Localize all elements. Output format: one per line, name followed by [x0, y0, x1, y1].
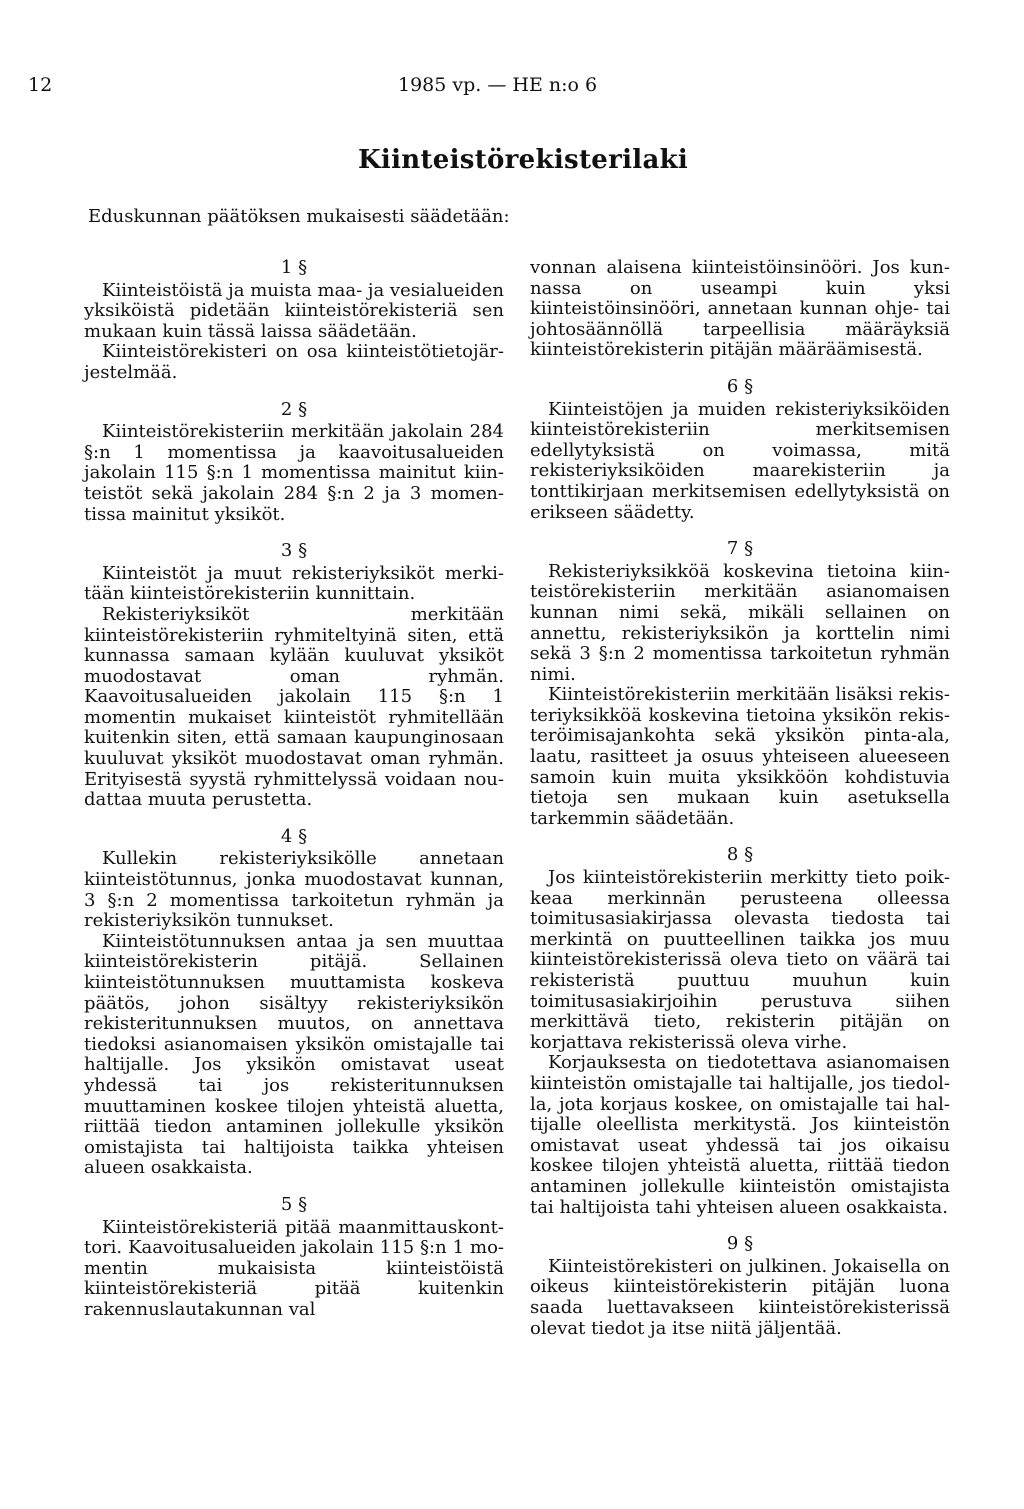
- section-heading-3: 3 §: [280, 540, 308, 562]
- section-4-paragraph-1: Kullekin rekisteriyksikölle annetaan kiinteistötunnus, jonka muodostavat kunnan, 3 §:n 2 momentissa tarkoitetun ryhmän ja rekisteriyksikön tunnukset.: [84, 848, 504, 932]
- section-heading-7: 7 §: [726, 538, 754, 560]
- section-heading-5: 5 §: [280, 1193, 308, 1215]
- running-head: 1985 vp. — HE n:o 6: [398, 74, 598, 96]
- document-title: Kiinteistörekisterilaki: [358, 145, 689, 175]
- section-4-paragraph-2: Kiinteistötunnuksen antaa ja sen muuttaa kiinteistörekisterin pitäjä. Sellainen kiinteistötunnuksen muuttamista koskeva päätös, johon sisältyy rekisteriyksikön rekisteritunnuksen muutos, on annettava tiedoksi asianomaisen yksikön omistajalle tai haltijalle. Jos yksikön omistavat useat yhdessä tai jos rekisteritunnuksen muuttaminen koskee tilojen yhteistä aluetta, riittää tiedon antaminen jollekulle yksikön omistajista tai haltijoista taikka yhteisen alueen osakkaista.: [84, 930, 504, 1179]
- section-5-paragraph-1-continued: vonnan alaisena kiinteistöinsinööri. Jos kunnassa on useampi kuin yksi kiinteistöinsinööri, annetaan kunnan ohje- tai johtosäännöllä tarpeellisia määräyksiä kiinteistörekisterin pitäjän määräämisestä.: [530, 257, 950, 361]
- section-heading-2: 2 §: [280, 398, 308, 420]
- left-column: [84, 258, 504, 1321]
- section-8-paragraph-1: Jos kiinteistörekisteriin merkitty tieto poikkeaa merkinnän perusteena olleessa toimitusasiakirjassa olevasta tiedosta tai merkintä on puutteellinen taikka jos muu kiinteistörekisterissä oleva tieto on väärä tai rekisteristä puuttuu muuhun kuin toimitusasiakirjoihin perustuva siihen merkittävä tieto, rekisterin pitäjän on korjattava rekisterissä oleva virhe.: [530, 867, 950, 1053]
- section-1-paragraph-1: Kiinteistöistä ja muista maa- ja vesialueiden yksiköistä pidetään kiinteistörekisteriä sen mukaan kuin tässä laissa säädetään.: [84, 279, 505, 342]
- section-3-paragraph-2: Rekisteriyksiköt merkitään kiinteistörekisteriin ryhmiteltyinä siten, että kunnassa samaan kylään kuuluvat yksiköt muodostavat oman ryhmän. Kaavoitusalueiden jakolain 115 §:n 1 momentin mukaiset kiinteistöt ryhmitellään kuitenkin siten, että samaan kaupunginosaan kuuluvat yksiköt muodostavat oman ryhmän. Erityisestä syystä ryhmittelyssä voidaan noudattaa muuta perustetta.: [84, 603, 504, 811]
- right-column: [530, 258, 950, 1339]
- section-8-paragraph-2: Korjauksesta on tiedotettava asianomaisen kiinteistön omistajalle tai haltijalle, jos tiedolla, jota korjaus koskee, on omistajalle tai haltijalle oleellista merkitystä. Jos kiinteistön omistavat useat yhdessä tai jos oikaisu koskee tilojen yhteistä aluetta, riittää tiedon antaminen jollekulle kiinteistön omistajista tai haltijoista tahi yhteisen alueen osakkaista.: [530, 1052, 950, 1218]
- section-3-paragraph-1: Kiinteistöt ja muut rekisteriyksiköt merkitään kiinteistörekisteriin kunnittain.: [84, 562, 504, 605]
- section-1-paragraph-2: Kiinteistörekisteri on osa kiinteistötietojärjestelmää.: [84, 341, 504, 383]
- section-5-paragraph-1: Kiinteistörekisteriä pitää maanmittauskonttori. Kaavoitusalueiden jakolain 115 §:n 1 momentin mukaisista kiinteistöistä kiinteistörekisteriä pitää kuitenkin rakennuslautakunnan val: [84, 1216, 504, 1320]
- section-heading-8: 8 §: [726, 844, 754, 866]
- enactment-clause: Eduskunnan päätöksen mukaisesti säädetään:: [88, 206, 510, 227]
- section-7-paragraph-2: Kiinteistörekisteriin merkitään lisäksi rekisteriyksikköä koskevina tietoina yksikön rekisteröimisajankohta sekä yksikön pinta-ala, laatu, rasitteet ja osuus yhteiseen alueeseen samoin kuin muita yksikköön kohdistuvia tietoja sen mukaan kuin asetuksella tarkemmin säädetään.: [530, 684, 950, 829]
- section-9-paragraph-1: Kiinteistörekisteri on julkinen. Jokaisella on oikeus kiinteistörekisterin pitäjän luona saada luettavakseen kiinteistörekisterissä olevat tiedot ja itse niitä jäljentää.: [530, 1255, 950, 1339]
- section-heading-1: 1 §: [280, 257, 308, 278]
- section-6-paragraph-1: Kiinteistöjen ja muiden rekisteriyksiköiden kiinteistörekisteriin merkitsemisen edellytyksistä on voimassa, mitä rekisteriyksiköiden maarekisteriin ja tonttikirjaan merkitsemisen edellytyksistä on erikseen säädetty.: [530, 398, 950, 523]
- section-2-paragraph-1: Kiinteistörekisteriin merkitään jakolain 284 §:n 1 momentissa ja kaavoitusalueiden jakolain 115 §:n 1 momentissa mainitut kiinteistöt sekä jakolain 284 §:n 2 ja 3 momentissa mainitut yksiköt.: [84, 421, 504, 525]
- section-7-paragraph-1: Rekisteriyksikköä koskevina tietoina kiinteistörekisteriin merkitään asianomaisen kunnan nimi sekä, mikäli sellainen on annettu, rekisteriyksikön ja korttelin nimi sekä 3 §:n 2 momentissa tarkoitetun ryhmän nimi.: [530, 560, 950, 685]
- section-heading-6: 6 §: [726, 375, 754, 397]
- section-heading-4: 4 §: [280, 825, 308, 847]
- page-number: 12: [28, 74, 53, 96]
- section-heading-9: 9 §: [726, 1233, 754, 1255]
